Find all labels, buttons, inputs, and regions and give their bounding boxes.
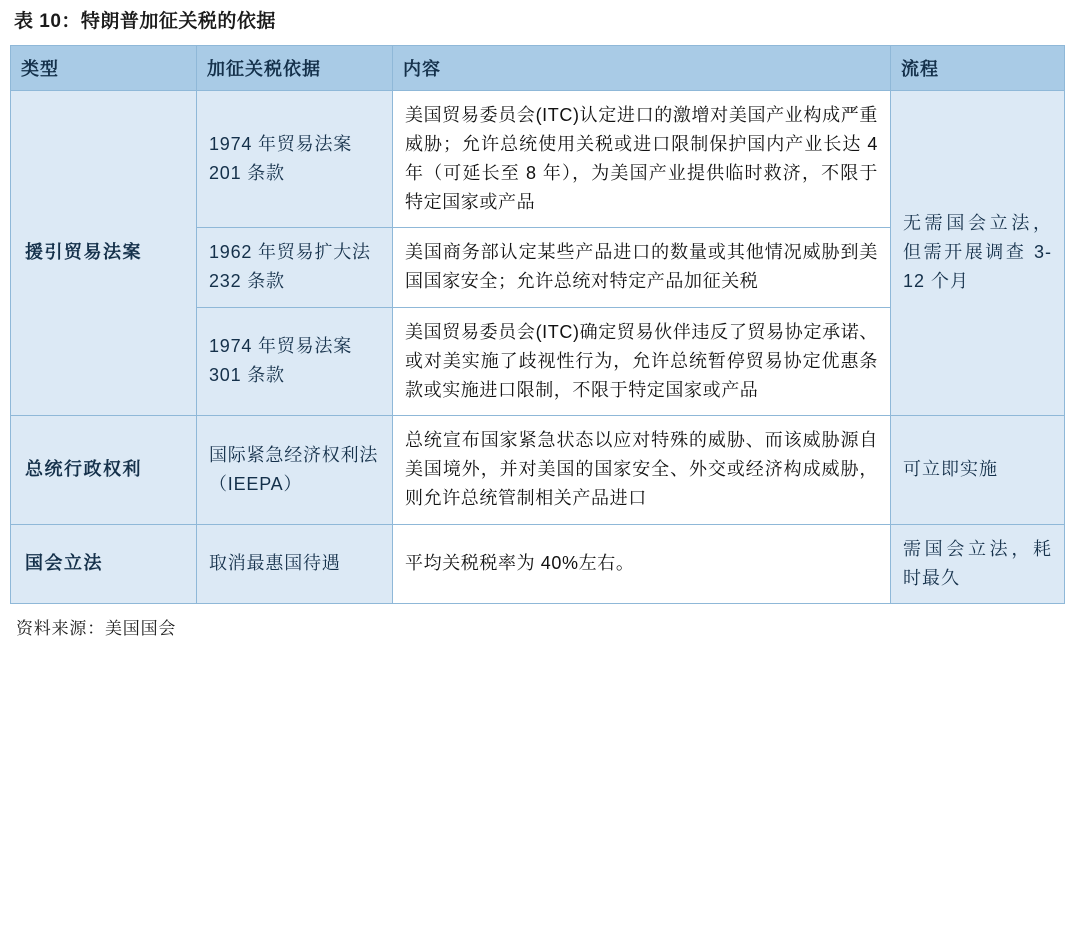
cell-basis-ieepa: 国际紧急经济权利法（IEEPA） <box>197 416 393 524</box>
cell-flow-executive-power: 可立即实施 <box>891 416 1065 524</box>
cell-basis-232: 1962 年贸易扩大法 232 条款 <box>197 228 393 307</box>
table-header-row <box>11 45 1065 90</box>
column-header-type: 类型 <box>11 45 197 90</box>
column-header-basis: 加征关税依据 <box>197 45 393 90</box>
cell-basis-301: 1974 年贸易法案 301 条款 <box>197 307 393 415</box>
cell-type-congress-legislation: 国会立法 <box>11 524 197 603</box>
column-header-flow: 流程 <box>891 45 1065 90</box>
cell-flow-trade-acts: 无需国会立法，但需开展调查 3-12 个月 <box>891 90 1065 415</box>
column-header-content: 内容 <box>393 45 891 90</box>
table-row <box>11 524 1065 603</box>
cell-content-ieepa: 总统宣布国家紧急状态以应对特殊的威胁、而该威胁源自美国境外，并对美国的国家安全、外交或经济构成威胁，则允许总统管制相关产品进口 <box>393 416 891 524</box>
source-note: 资料来源：美国国会 <box>16 618 177 638</box>
table-row <box>11 90 1065 228</box>
table-caption: 表 10：特朗普加征关税的依据 <box>14 11 276 32</box>
cell-basis-201: 1974 年贸易法案 201 条款 <box>197 90 393 228</box>
cell-type-trade-acts: 援引贸易法案 <box>11 90 197 415</box>
cell-content-mfn: 平均关税税率为 40%左右。 <box>393 524 891 603</box>
cell-content-201: 美国贸易委员会(ITC)认定进口的激增对美国产业构成严重威胁；允许总统使用关税或进口限制保护国内产业长达 4 年（可延长至 8 年），为美国产业提供临时救济，不限于特定国家或产品 <box>393 90 891 228</box>
cell-content-301: 美国贸易委员会(ITC)确定贸易伙伴违反了贸易协定承诺、或对美实施了歧视性行为，允许总统暂停贸易协定优惠条款或实施进口限制，不限于特定国家或产品 <box>393 307 891 415</box>
tariff-basis-table <box>10 45 1065 604</box>
cell-flow-congress-legislation: 需国会立法，耗时最久 <box>891 524 1065 603</box>
table-body <box>11 90 1065 603</box>
table-header <box>11 45 1065 90</box>
cell-basis-mfn: 取消最惠国待遇 <box>197 524 393 603</box>
cell-content-232: 美国商务部认定某些产品进口的数量或其他情况威胁到美国国家安全；允许总统对特定产品加征关税 <box>393 228 891 307</box>
table-row <box>11 416 1065 524</box>
cell-type-executive-power: 总统行政权利 <box>11 416 197 524</box>
